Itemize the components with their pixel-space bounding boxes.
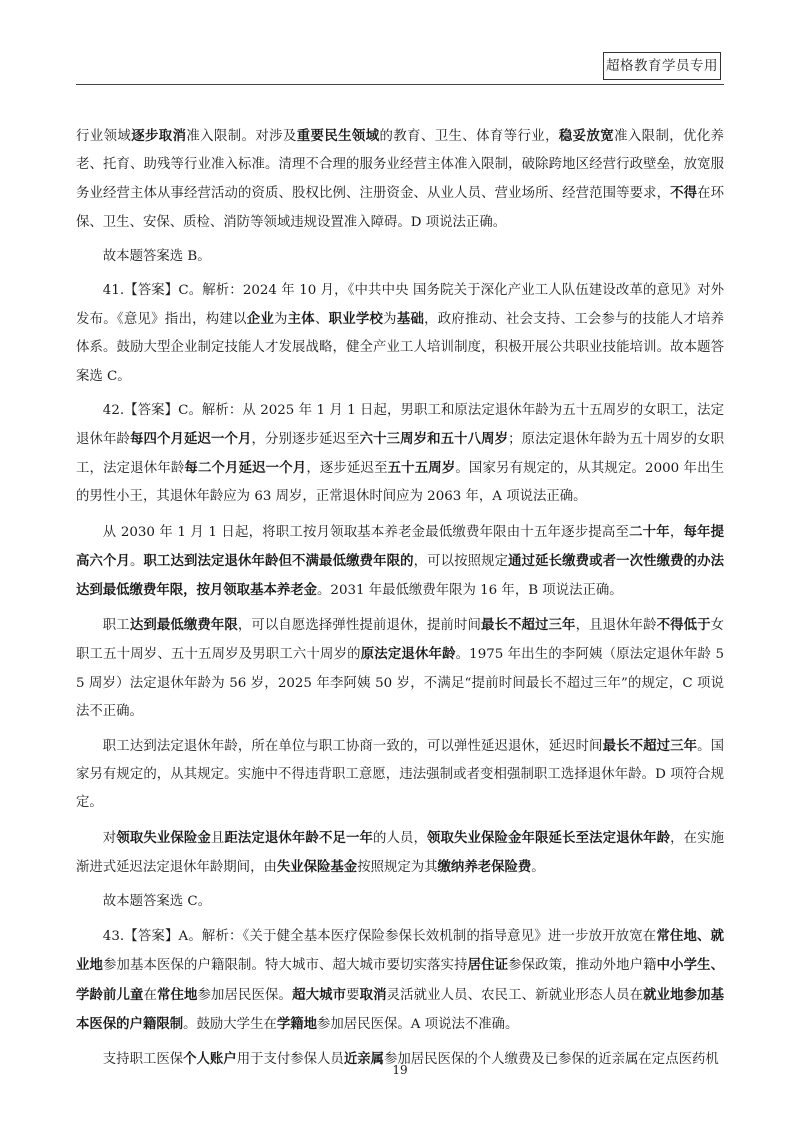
emphasis-text: 基础	[396, 311, 425, 328]
emphasis-text: 超大城市	[292, 986, 347, 1003]
document-body	[76, 122, 724, 1080]
emphasis-text: 不得低于	[656, 617, 711, 634]
emphasis-text: 就业地参加基本医保的户籍限制	[76, 986, 725, 1032]
emphasis-text: 二十年	[629, 523, 670, 540]
emphasis-text: 最长不超过三年	[481, 617, 576, 634]
emphasis-text: 失业保险基金	[276, 858, 358, 875]
emphasis-text: 主体	[287, 311, 315, 328]
emphasis-text: 通过延长缴费或者一次性缴费的办法达到最低缴费年限，按月领取基本养老金	[76, 552, 725, 599]
emphasis-text: 领取失业保险金	[116, 829, 211, 846]
emphasis-text: 职工达到法定退休年龄但不满最低缴费年限的	[143, 552, 414, 569]
paragraph-q41: 41.【答案】C。解析：2024 年 10 月，《中共中央 国务院关于深化产业工人队伍建设改革的意见》对外发布。《意见》指出，构建以企业为主体、职业学校为基础，政府推动、社会支持、工会参与的技能人才培养体系。鼓励大型企业制定技能人才发展战略，健全产业工人培训制度，积极开展公共职业技能培训。故本题答案选 C。	[76, 283, 725, 384]
paragraph-1: 行业领域逐步取消准入限制。对涉及重要民生领域的教育、卫生、体育等行业，稳妥放宽准入限制，优化养老、托育、助残等行业准入标准。清理不合理的服务业经营主体准入限制，破除跨地区经营行政壁垒，放宽服务业经营主体从事经营活动的资质、股权比例、注册资金、从业人员、营业场所、经营范围等要求，不得在环保、卫生、安保、质检、消防等领域违规设置准入障碍。D 项说法正确。	[76, 128, 725, 230]
paragraph-q43-b: 支持职工医保个人账户用于支付参保人员近亲属参加居民医保的个人缴费及已参保的近亲属在定点医药机	[102, 1051, 719, 1068]
emphasis-text: 学籍地	[276, 1015, 318, 1032]
emphasis-text: 取消	[359, 986, 387, 1003]
emphasis-text: 近亲属	[343, 1051, 384, 1068]
paragraph-q42-answer: 故本题答案选 C。	[102, 894, 212, 910]
paragraph-q42-b: 从 2030 年 1 月 1 日起，将职工按月领取基本养老金最低缴费年限由十五年逐步提高至二十年，每年提高六个月。职工达到法定退休年龄但不满最低缴费年限的，可以按照规定通过延长缴费或者一次性缴费的办法达到最低缴费年限，按月领取基本养老金。2031 年最低缴费年限为 16 年，B 项说法正确。	[76, 523, 725, 599]
emphasis-text: 常住地、就业地	[76, 928, 725, 974]
paragraph-2: 故本题答案选 B。	[102, 248, 211, 264]
emphasis-text: 最长不超过三年	[602, 738, 698, 755]
emphasis-text: 个人账户	[183, 1051, 237, 1068]
paragraph-q42-c: 职工达到最低缴费年限，可以自愿选择弹性提前退休，提前时间最长不超过三年，且退休年龄不得低于女职工五十周岁、五十五周岁及男职工六十周岁的原法定退休年龄。1975 年出生的李阿姨（原法定退休年龄 55 周岁）法定退休年龄为 56 岁，2025 年李阿姨 50 岁，不满足“提前时间最长不超过三年”的规定，C 项说法不正确。	[76, 617, 725, 719]
student-only-badge: 超格教育学员专用	[603, 52, 721, 80]
emphasis-text: 不得	[670, 185, 698, 202]
emphasis-text: 领取失业保险金年限延长至法定退休年龄	[427, 829, 671, 846]
paragraph-q42: 42.【答案】C。解析：从 2025 年 1 月 1 日起，男职工和原法定退休年龄为五十五周岁的女职工，法定退休年龄每四个月延迟一个月，分别逐步延迟至六十三周岁和五十八周岁；原法定退休年龄为五十周岁的女职工，法定退休年龄每二个月延迟一个月，逐步延迟至五十五周岁。国家另有规定的，从其规定。2000 年出生的男性小王，其退休年龄应为 63 周岁，正常退休时间应为 2063 年，A 项说法正确。	[76, 402, 725, 505]
paragraph-q42-d: 职工达到法定退休年龄，所在单位与职工协商一致的，可以弹性延迟退休，延迟时间最长不超过三年。国家另有规定的，从其规定。实施中不得违背职工意愿，违法强制或者变相强制职工选择退休年龄。D 项符合规定。	[76, 738, 725, 811]
emphasis-text: 达到最低缴费年限	[129, 617, 238, 634]
emphasis-text: 中小学生、学龄前儿童	[76, 957, 725, 1003]
emphasis-text: 稳妥放宽	[558, 128, 615, 144]
emphasis-text: 居住证	[467, 957, 509, 974]
emphasis-text: 六十三周岁和五十八周岁	[359, 431, 509, 448]
emphasis-text: 职业学校	[328, 311, 384, 328]
emphasis-text: 每二个月延迟一个月	[184, 460, 307, 477]
header-rule	[76, 84, 724, 85]
emphasis-text: 五十五周岁	[387, 460, 456, 477]
page-number: 19	[392, 1063, 408, 1077]
paragraph-q42-e: 对领取失业保险金且距法定退休年龄不足一年的人员，领取失业保险金年限延长至法定退休年龄，在实施渐进式延迟法定退休年龄期间，由失业保险基金按照规定为其缴纳养老保险费。	[76, 829, 725, 875]
emphasis-text: 重要民生领域	[296, 128, 380, 144]
emphasis-text: 每年提高六个月	[76, 523, 725, 569]
emphasis-text: 常住地	[157, 986, 198, 1003]
emphasis-text: 企业	[246, 311, 274, 328]
emphasis-text: 距法定退休年龄不足一年	[224, 829, 373, 846]
emphasis-text: 缴纳养老保险费	[437, 858, 532, 875]
emphasis-text: 每四个月延迟一个月	[130, 431, 252, 448]
paragraph-q43: 43.【答案】A。解析：《关于健全基本医疗保险参保长效机制的指导意见》进一步放开放宽在常住地、就业地参加基本医保的户籍限制。特大城市、超大城市要切实落实持居住证参保政策，推动外地户籍中小学生、学龄前儿童在常住地参加居民医保。超大城市要取消灵活就业人员、农民工、新就业形态人员在就业地参加基本医保的户籍限制。鼓励大学生在学籍地参加居民医保。A 项说法不准确。	[76, 928, 725, 1032]
emphasis-text: 逐步取消	[131, 128, 187, 144]
emphasis-text: 原法定退休年龄	[360, 646, 456, 663]
